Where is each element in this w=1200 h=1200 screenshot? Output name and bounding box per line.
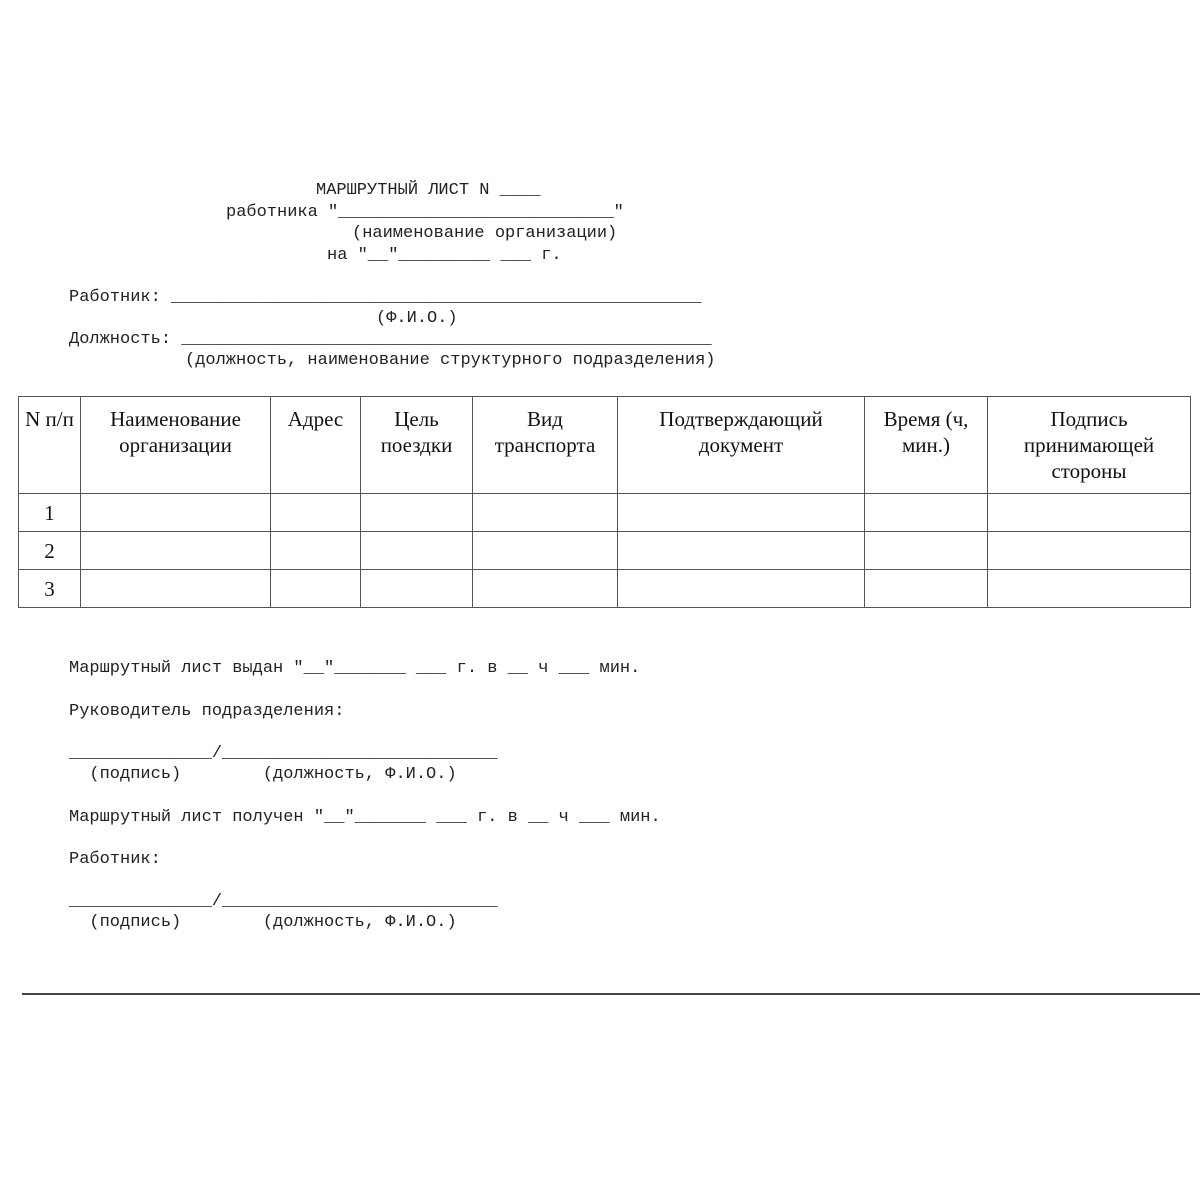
receiver-signature-caption: (подпись) (должность, Ф.И.О.) xyxy=(69,913,457,932)
cell-address[interactable] xyxy=(271,494,361,532)
bottom-divider xyxy=(22,993,1200,995)
cell-document[interactable] xyxy=(618,532,865,570)
column-header-time: Время (ч, мин.) xyxy=(865,397,988,494)
organization-line: работника "___________________________" xyxy=(226,203,624,222)
cell-signature[interactable] xyxy=(988,570,1191,608)
column-header-transport: Вид транспорта xyxy=(473,397,618,494)
received-line: Маршрутный лист получен "__"_______ ___ г. в __ ч ___ мин. xyxy=(69,808,661,827)
column-header-signature: Подпись принимающей стороны xyxy=(988,397,1191,494)
cell-signature[interactable] xyxy=(988,532,1191,570)
cell-document[interactable] xyxy=(618,494,865,532)
cell-purpose[interactable] xyxy=(361,532,473,570)
position-caption: (должность, наименование структурного подразделения) xyxy=(185,351,716,370)
date-line: на "__"_________ ___ г. xyxy=(327,246,562,265)
row-number: 3 xyxy=(19,570,81,608)
cell-transport[interactable] xyxy=(473,532,618,570)
column-header-number: N п/п xyxy=(19,397,81,494)
cell-document[interactable] xyxy=(618,570,865,608)
row-number: 2 xyxy=(19,532,81,570)
table-row xyxy=(19,570,1191,608)
table-row xyxy=(19,494,1191,532)
cell-address[interactable] xyxy=(271,570,361,608)
head-signature-caption: (подпись) (должность, Ф.И.О.) xyxy=(69,765,457,784)
document-title: МАРШРУТНЫЙ ЛИСТ N ____ xyxy=(316,181,541,200)
column-header-address: Адрес xyxy=(271,397,361,494)
organization-caption: (наименование организации) xyxy=(352,224,618,243)
department-head-label: Руководитель подразделения: xyxy=(69,702,345,721)
row-number: 1 xyxy=(19,494,81,532)
route-table xyxy=(18,396,1191,608)
worker-caption: (Ф.И.О.) xyxy=(376,309,458,328)
cell-organization[interactable] xyxy=(81,570,271,608)
receiver-signature-line: ______________/___________________________ xyxy=(69,892,498,911)
position-line: Должность: ____________________________________________________ xyxy=(69,330,712,349)
cell-transport[interactable] xyxy=(473,494,618,532)
cell-time[interactable] xyxy=(865,570,988,608)
cell-address[interactable] xyxy=(271,532,361,570)
receiver-label: Работник: xyxy=(69,850,161,869)
cell-signature[interactable] xyxy=(988,494,1191,532)
cell-time[interactable] xyxy=(865,494,988,532)
head-signature-line: ______________/___________________________ xyxy=(69,744,498,763)
worker-line: Работник: ____________________________________________________ xyxy=(69,288,702,307)
cell-transport[interactable] xyxy=(473,570,618,608)
cell-time[interactable] xyxy=(865,532,988,570)
cell-purpose[interactable] xyxy=(361,570,473,608)
issued-line: Маршрутный лист выдан "__"_______ ___ г. в __ ч ___ мин. xyxy=(69,659,641,678)
cell-organization[interactable] xyxy=(81,494,271,532)
table-header-row xyxy=(19,397,1191,494)
column-header-organization: Наименование организации xyxy=(81,397,271,494)
cell-purpose[interactable] xyxy=(361,494,473,532)
table-row xyxy=(19,532,1191,570)
column-header-purpose: Цель поездки xyxy=(361,397,473,494)
column-header-document: Подтверждающий документ xyxy=(618,397,865,494)
cell-organization[interactable] xyxy=(81,532,271,570)
